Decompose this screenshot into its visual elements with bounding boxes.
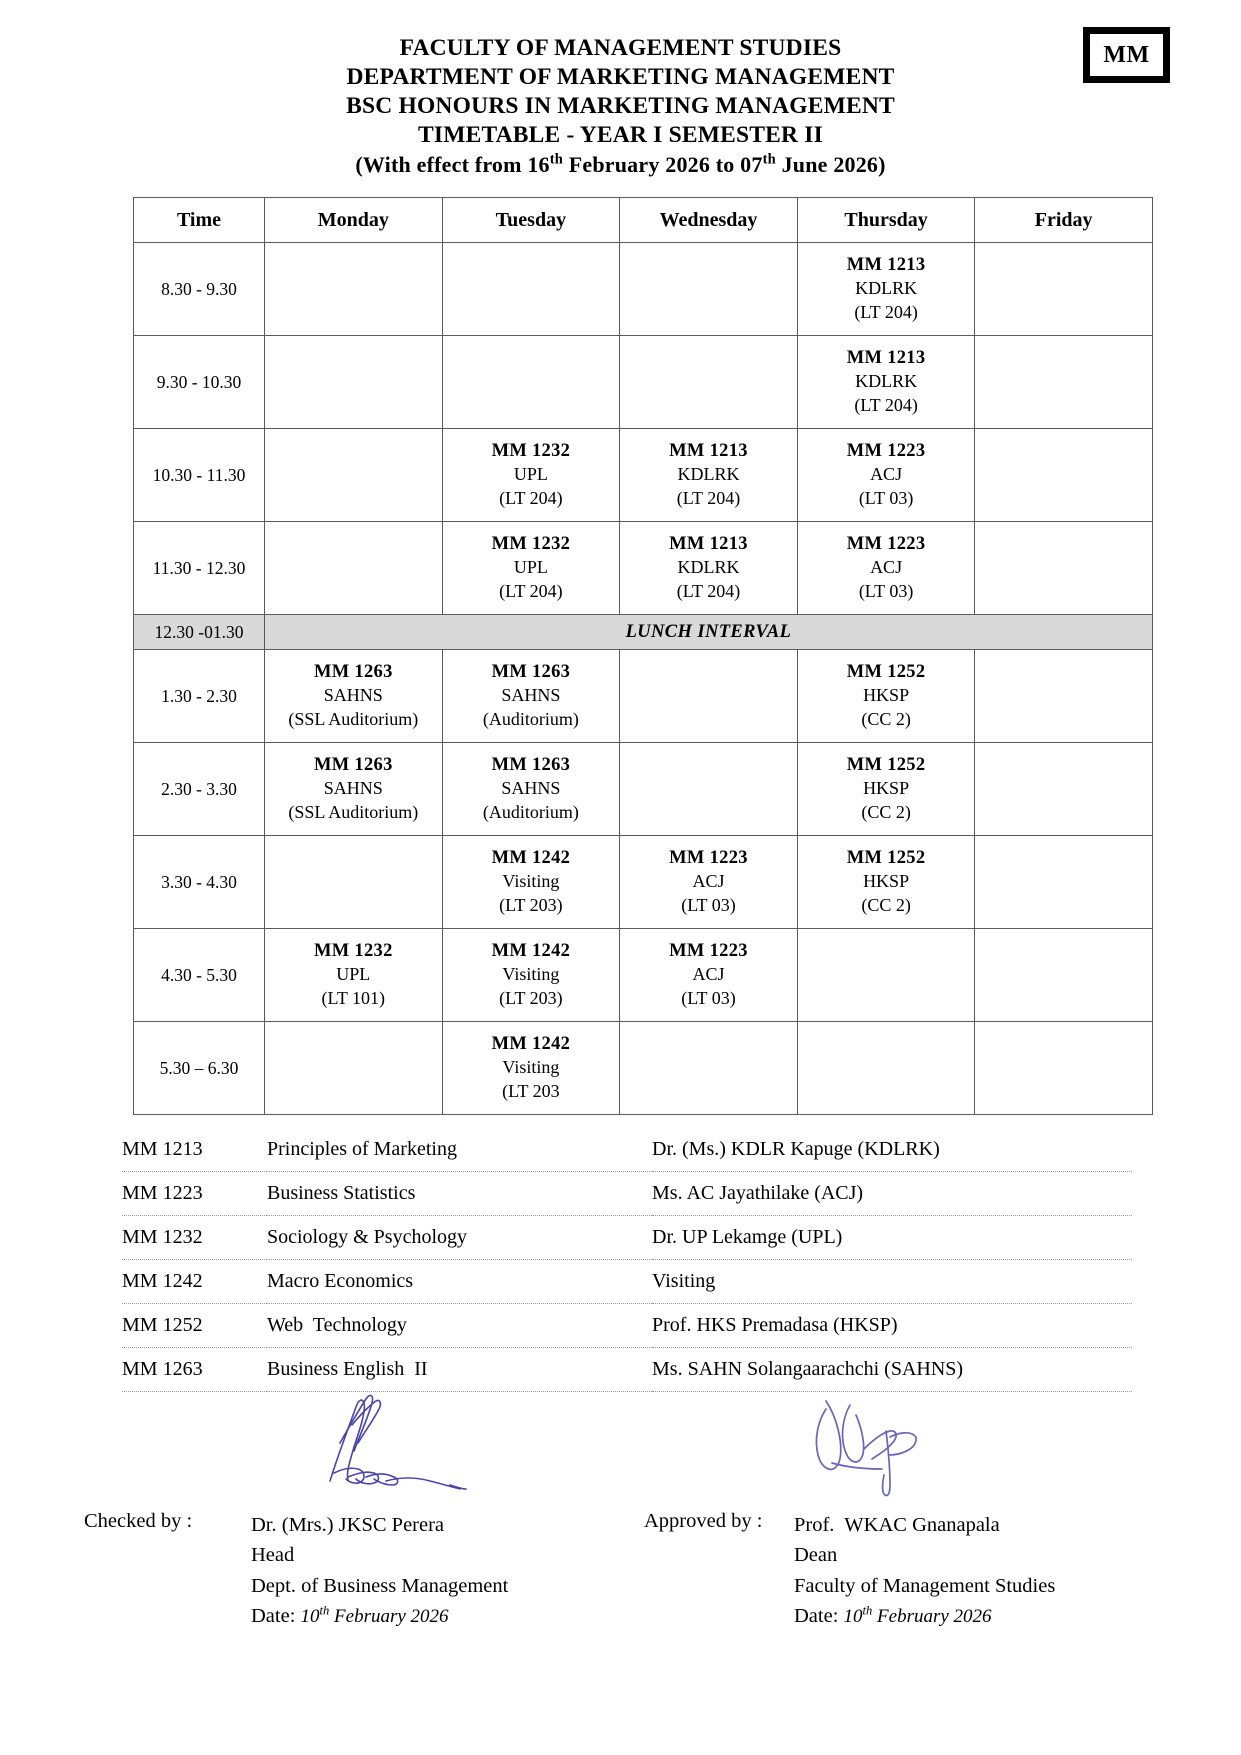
timetable-header-row bbox=[134, 198, 1153, 243]
timetable-cell[interactable] bbox=[442, 336, 620, 429]
timetable-cell[interactable] bbox=[265, 429, 443, 522]
legend-lecturer: Ms. AC Jayathilake (ACJ) bbox=[652, 1172, 1132, 1216]
approved-date-rest: February 2026 bbox=[872, 1605, 992, 1627]
course-lecturer: ACJ bbox=[692, 964, 725, 985]
course-room: (LT 204) bbox=[676, 581, 741, 602]
checked-by-date bbox=[251, 1601, 508, 1631]
approved-by-signature bbox=[790, 1375, 980, 1505]
timetable-cell[interactable] bbox=[975, 336, 1153, 429]
course-code: MM 1263 bbox=[313, 662, 393, 683]
timetable-cell[interactable] bbox=[620, 336, 798, 429]
timetable-cell[interactable] bbox=[797, 429, 975, 522]
timetable-row bbox=[134, 1022, 1153, 1115]
course-lecturer: KDLRK bbox=[855, 371, 918, 392]
timetable-col-friday: Friday bbox=[975, 198, 1153, 243]
checked-by-title: Head bbox=[251, 1544, 295, 1567]
effective-period bbox=[0, 151, 1241, 178]
timetable-row bbox=[134, 336, 1153, 429]
course-code: MM 1223 bbox=[669, 941, 748, 962]
course-room: (LT 03) bbox=[858, 488, 914, 509]
course-room: (SSL Auditorium) bbox=[288, 709, 419, 730]
timetable-container bbox=[133, 197, 1152, 1115]
course-lecturer: SAHNS bbox=[323, 685, 383, 706]
course-code: MM 1263 bbox=[491, 662, 571, 683]
timetable-cell[interactable] bbox=[442, 522, 620, 615]
course-lecturer: KDLRK bbox=[677, 464, 740, 485]
course-room: (LT 203 bbox=[502, 1081, 560, 1102]
timetable-cell[interactable] bbox=[797, 336, 975, 429]
timetable-cell[interactable] bbox=[975, 1022, 1153, 1115]
legend-row bbox=[122, 1348, 1132, 1392]
timetable-cell[interactable] bbox=[442, 836, 620, 929]
approved-by-details bbox=[794, 1510, 1055, 1631]
legend-row bbox=[122, 1172, 1132, 1216]
faculty-title: FACULTY OF MANAGEMENT STUDIES bbox=[399, 35, 842, 61]
legend-lecturer: Ms. SAHN Solangaarachchi (SAHNS) bbox=[652, 1348, 1132, 1392]
checked-date-sup: th bbox=[319, 1603, 330, 1618]
timetable-cell[interactable] bbox=[442, 650, 620, 743]
department-title: DEPARTMENT OF MARKETING MANAGEMENT bbox=[346, 64, 895, 91]
course-code: MM 1252 bbox=[846, 848, 926, 869]
course-code: MM 1223 bbox=[846, 534, 926, 555]
course-code: MM 1213 bbox=[669, 441, 748, 462]
timetable-col-tuesday: Tuesday bbox=[442, 198, 620, 243]
checked-by-name: Dr. (Mrs.) JKSC Perera bbox=[251, 1514, 445, 1536]
course-lecturer: SAHNS bbox=[501, 778, 561, 799]
course-lecturer: UPL bbox=[513, 557, 548, 578]
mm-logo-text: MM bbox=[1103, 41, 1150, 68]
timetable-cell[interactable] bbox=[442, 929, 620, 1022]
checked-by-label: Checked by : bbox=[84, 1510, 193, 1532]
course-lecturer: HKSP bbox=[863, 871, 910, 892]
legend-course-name: Sociology & Psychology bbox=[267, 1216, 652, 1260]
timetable-cell[interactable] bbox=[265, 929, 443, 1022]
timetable-col-thursday: Thursday bbox=[797, 198, 975, 243]
checked-by-details bbox=[251, 1510, 508, 1631]
timetable-row bbox=[134, 429, 1153, 522]
timetable-cell[interactable] bbox=[797, 243, 975, 336]
timetable-cell[interactable] bbox=[620, 650, 798, 743]
timetable-row bbox=[134, 743, 1153, 836]
course-room: (CC 2) bbox=[861, 709, 911, 730]
course-lecturer: UPL bbox=[336, 964, 371, 985]
timetable-col-wednesday: Wednesday bbox=[620, 198, 798, 243]
legend-row bbox=[122, 1304, 1132, 1348]
course-code: MM 1252 bbox=[846, 662, 926, 683]
course-room: (CC 2) bbox=[861, 895, 911, 916]
legend-course-name: Business English II bbox=[267, 1348, 652, 1392]
legend-course-name: Macro Economics bbox=[267, 1260, 652, 1304]
course-code: MM 1252 bbox=[846, 755, 926, 776]
checked-by-unit: Dept. of Business Management bbox=[251, 1574, 509, 1597]
timetable-row bbox=[134, 650, 1153, 743]
course-room: (LT 204) bbox=[854, 395, 918, 416]
course-code: MM 1242 bbox=[491, 941, 571, 962]
course-code: MM 1263 bbox=[313, 755, 393, 776]
course-lecturer: HKSP bbox=[863, 778, 910, 799]
course-lecturer: KDLRK bbox=[677, 557, 740, 578]
timetable-cell[interactable] bbox=[265, 243, 443, 336]
legend-lecturer: Dr. UP Lekamge (UPL) bbox=[652, 1216, 1132, 1260]
timetable-cell[interactable] bbox=[975, 650, 1153, 743]
course-legend bbox=[122, 1128, 1132, 1392]
course-code: MM 1232 bbox=[491, 441, 571, 462]
time-slot-label: 11.30 - 12.30 bbox=[134, 522, 265, 615]
course-room: (LT 203) bbox=[499, 988, 563, 1009]
timetable-row bbox=[134, 522, 1153, 615]
legend-course-code: MM 1213 bbox=[122, 1128, 267, 1172]
approved-by-title: Dean bbox=[794, 1544, 838, 1567]
checked-date-label: Date: bbox=[251, 1604, 301, 1627]
timetable-cell[interactable] bbox=[620, 243, 798, 336]
time-slot-label: 8.30 - 9.30 bbox=[134, 243, 265, 336]
course-room: (LT 204) bbox=[499, 581, 563, 602]
checked-date-rest: February 2026 bbox=[329, 1605, 449, 1627]
timetable-cell[interactable] bbox=[442, 1022, 620, 1115]
legend-course-code: MM 1242 bbox=[122, 1260, 267, 1304]
legend-row bbox=[122, 1128, 1132, 1172]
approved-date-label: Date: bbox=[794, 1604, 844, 1627]
timetable-cell[interactable] bbox=[265, 836, 443, 929]
timetable-cell[interactable] bbox=[797, 929, 975, 1022]
course-room: (SSL Auditorium) bbox=[288, 802, 419, 823]
course-lecturer: ACJ bbox=[870, 557, 903, 578]
course-lecturer: KDLRK bbox=[855, 278, 918, 299]
approved-by-date bbox=[794, 1601, 1055, 1631]
timetable-cell[interactable] bbox=[265, 522, 443, 615]
checked-date-day: 10 bbox=[300, 1605, 320, 1627]
timetable-col-monday: Monday bbox=[265, 198, 443, 243]
course-lecturer: Visiting bbox=[502, 964, 560, 985]
signature-area bbox=[0, 1395, 1241, 1645]
checked-by-block bbox=[84, 1510, 644, 1631]
timetable-grid bbox=[133, 197, 1153, 1115]
degree-title: BSC HONOURS IN MARKETING MANAGEMENT bbox=[346, 93, 895, 120]
timetable-cell[interactable] bbox=[975, 929, 1153, 1022]
approved-by-block bbox=[644, 1510, 1055, 1631]
timetable-cell[interactable] bbox=[265, 650, 443, 743]
effect-suffix: June 2026) bbox=[775, 151, 886, 177]
course-room: (LT 203) bbox=[499, 895, 563, 916]
timetable-row bbox=[134, 243, 1153, 336]
timetable-cell[interactable] bbox=[975, 836, 1153, 929]
timetable-cell[interactable] bbox=[797, 743, 975, 836]
timetable-cell[interactable] bbox=[620, 743, 798, 836]
timetable-cell[interactable] bbox=[797, 650, 975, 743]
timetable-row bbox=[134, 929, 1153, 1022]
legend-course-name: Web Technology bbox=[267, 1304, 652, 1348]
time-slot-label: 10.30 - 11.30 bbox=[134, 429, 265, 522]
course-room: (LT 204) bbox=[499, 488, 563, 509]
course-code: MM 1213 bbox=[846, 348, 926, 369]
signature-columns bbox=[0, 1510, 1241, 1631]
timetable-cell[interactable] bbox=[265, 1022, 443, 1115]
timetable-cell[interactable] bbox=[265, 336, 443, 429]
timetable-cell[interactable] bbox=[975, 429, 1153, 522]
course-code: MM 1232 bbox=[313, 941, 393, 962]
mm-logo bbox=[1083, 27, 1170, 83]
time-slot-label: 3.30 - 4.30 bbox=[134, 836, 265, 929]
timetable-cell[interactable] bbox=[620, 522, 798, 615]
course-code: MM 1242 bbox=[491, 848, 571, 869]
course-room: (LT 03) bbox=[681, 988, 736, 1009]
approved-by-unit: Faculty of Management Studies bbox=[794, 1574, 1056, 1597]
legend-row bbox=[122, 1260, 1132, 1304]
timetable-cell[interactable] bbox=[620, 929, 798, 1022]
course-lecturer: Visiting bbox=[502, 871, 560, 892]
timetable-cell[interactable] bbox=[797, 1022, 975, 1115]
effect-middle: February 2026 to 07 bbox=[563, 151, 763, 177]
timetable-cell[interactable] bbox=[975, 522, 1153, 615]
time-slot-label: 1.30 - 2.30 bbox=[134, 650, 265, 743]
course-lecturer: SAHNS bbox=[501, 685, 561, 706]
legend-course-code: MM 1232 bbox=[122, 1216, 267, 1260]
legend-lecturer: Dr. (Ms.) KDLR Kapuge (KDLRK) bbox=[652, 1128, 1132, 1172]
course-lecturer: Visiting bbox=[502, 1057, 560, 1078]
course-code: MM 1223 bbox=[846, 441, 926, 462]
legend-lecturer: Visiting bbox=[652, 1260, 1132, 1304]
legend-course-name: Business Statistics bbox=[267, 1172, 652, 1216]
course-room: (LT 03) bbox=[858, 581, 914, 602]
course-code: MM 1242 bbox=[491, 1034, 571, 1055]
effect-prefix: (With effect from 16 bbox=[355, 151, 550, 177]
timetable-cell[interactable] bbox=[620, 429, 798, 522]
checked-by-signature bbox=[300, 1385, 490, 1505]
course-lecturer: ACJ bbox=[692, 871, 725, 892]
timetable-cell[interactable] bbox=[797, 522, 975, 615]
course-lecturer: HKSP bbox=[863, 685, 910, 706]
course-room: (Auditorium) bbox=[482, 802, 579, 823]
time-slot-label: 2.30 - 3.30 bbox=[134, 743, 265, 836]
timetable-cell[interactable] bbox=[442, 429, 620, 522]
course-code: MM 1223 bbox=[669, 848, 748, 869]
effect-sup-end: th bbox=[762, 151, 776, 168]
course-lecturer: SAHNS bbox=[323, 778, 383, 799]
approved-by-label: Approved by : bbox=[644, 1510, 763, 1532]
time-slot-label: 9.30 - 10.30 bbox=[134, 336, 265, 429]
timetable-cell[interactable] bbox=[442, 243, 620, 336]
approved-date-sup: th bbox=[862, 1603, 873, 1618]
approved-by-name: Prof. WKAC Gnanapala bbox=[794, 1514, 1000, 1536]
timetable-cell[interactable] bbox=[797, 836, 975, 929]
legend-course-name: Principles of Marketing bbox=[267, 1128, 652, 1172]
timetable-cell[interactable] bbox=[975, 743, 1153, 836]
legend-course-code: MM 1263 bbox=[122, 1348, 267, 1392]
lunch-time: 12.30 -01.30 bbox=[134, 615, 265, 650]
course-room: (LT 204) bbox=[676, 488, 741, 509]
timetable-cell[interactable] bbox=[620, 1022, 798, 1115]
course-room: (Auditorium) bbox=[482, 709, 579, 730]
lunch-interval-row bbox=[134, 615, 1153, 650]
legend-row bbox=[122, 1216, 1132, 1260]
legend-course-code: MM 1223 bbox=[122, 1172, 267, 1216]
legend-course-code: MM 1252 bbox=[122, 1304, 267, 1348]
course-code: MM 1213 bbox=[669, 534, 748, 555]
course-code: MM 1232 bbox=[491, 534, 571, 555]
course-room: (LT 204) bbox=[854, 302, 918, 323]
timetable-col-time: Time bbox=[134, 198, 265, 243]
timetable-cell[interactable] bbox=[620, 836, 798, 929]
effect-sup-start: th bbox=[549, 151, 564, 168]
course-lecturer: UPL bbox=[513, 464, 548, 485]
timetable-title: TIMETABLE - YEAR I SEMESTER II bbox=[418, 122, 823, 149]
timetable-body bbox=[134, 243, 1153, 1115]
timetable-row bbox=[134, 836, 1153, 929]
course-room: (LT 101) bbox=[321, 988, 386, 1009]
time-slot-label: 4.30 - 5.30 bbox=[134, 929, 265, 1022]
course-code: MM 1213 bbox=[846, 255, 926, 276]
timetable-cell[interactable] bbox=[442, 743, 620, 836]
time-slot-label: 5.30 – 6.30 bbox=[134, 1022, 265, 1115]
course-room: (LT 03) bbox=[681, 895, 736, 916]
course-room: (CC 2) bbox=[861, 802, 911, 823]
legend-lecturer: Prof. HKS Premadasa (HKSP) bbox=[652, 1304, 1132, 1348]
lunch-interval-label: LUNCH INTERVAL bbox=[265, 615, 1153, 650]
approved-date-day: 10 bbox=[843, 1605, 863, 1627]
course-lecturer: ACJ bbox=[870, 464, 903, 485]
timetable-cell[interactable] bbox=[975, 243, 1153, 336]
timetable-cell[interactable] bbox=[265, 743, 443, 836]
course-code: MM 1263 bbox=[491, 755, 571, 776]
document-header bbox=[0, 0, 1241, 178]
